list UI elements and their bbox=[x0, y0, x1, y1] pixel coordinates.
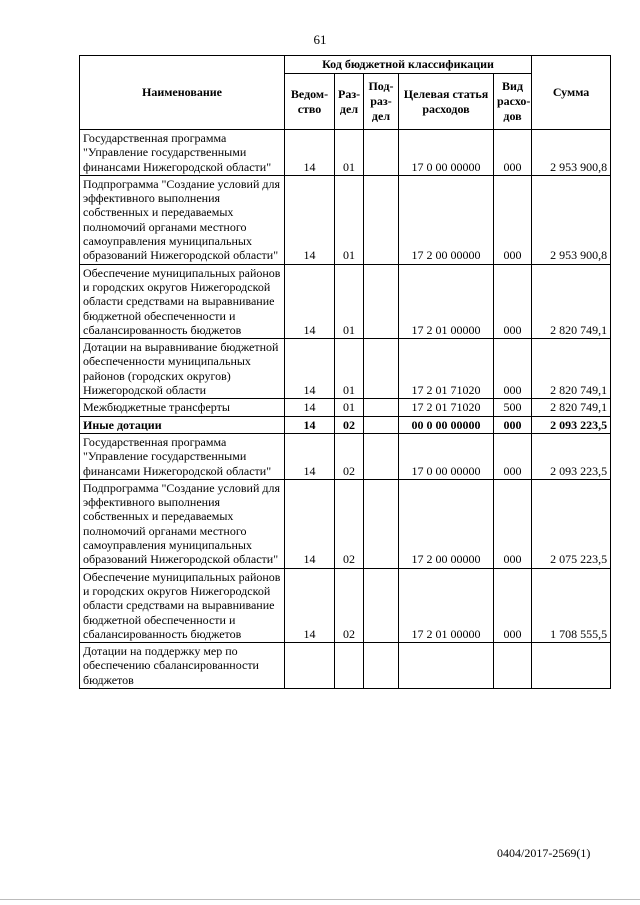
row-sum: 2 093 223,5 bbox=[532, 433, 611, 479]
document-code: 0404/2017-2569(1) bbox=[497, 846, 591, 860]
header-name: Наименование bbox=[80, 56, 285, 130]
row-razdel: 01 bbox=[335, 130, 364, 176]
row-target-article: 00 0 00 00000 bbox=[399, 416, 494, 433]
table-row bbox=[80, 416, 611, 433]
row-expense-type: 000 bbox=[494, 175, 532, 264]
row-razdel: 02 bbox=[335, 568, 364, 642]
row-expense-type bbox=[494, 643, 532, 689]
table-row bbox=[80, 399, 611, 416]
row-target-article: 17 2 01 00000 bbox=[399, 568, 494, 642]
row-expense-type: 000 bbox=[494, 416, 532, 433]
row-vedomstvo bbox=[285, 643, 335, 689]
row-podrazdel bbox=[364, 433, 399, 479]
row-sum: 2 953 900,8 bbox=[532, 175, 611, 264]
row-podrazdel bbox=[364, 568, 399, 642]
table-row bbox=[80, 339, 611, 399]
row-sum: 2 075 223,5 bbox=[532, 479, 611, 568]
row-target-article: 17 2 01 00000 bbox=[399, 264, 494, 338]
header-podrazdel: Под-раз-дел bbox=[364, 74, 399, 130]
row-razdel: 02 bbox=[335, 433, 364, 479]
row-target-article: 17 2 01 71020 bbox=[399, 339, 494, 399]
row-vedomstvo: 14 bbox=[285, 339, 335, 399]
row-name: Государственная программа "Управление государственными финансами Нижегородской области" bbox=[80, 130, 285, 176]
row-vedomstvo: 14 bbox=[285, 433, 335, 479]
row-name: Дотации на поддержку мер по обеспечению сбалансированности бюджетов bbox=[80, 643, 285, 689]
row-vedomstvo: 14 bbox=[285, 568, 335, 642]
row-name: Межбюджетные трансферты bbox=[80, 399, 285, 416]
row-expense-type: 000 bbox=[494, 433, 532, 479]
header-code-group: Код бюджетной классификации bbox=[285, 56, 532, 74]
row-podrazdel bbox=[364, 643, 399, 689]
row-podrazdel bbox=[364, 264, 399, 338]
row-expense-type: 000 bbox=[494, 130, 532, 176]
row-name: Подпрограмма "Создание условий для эффективного выполнения собственных и передаваемых полномочий органами местного самоуправления муниципальных образований Нижегородской области" bbox=[80, 479, 285, 568]
page-number: 61 bbox=[313, 32, 327, 47]
row-razdel: 01 bbox=[335, 175, 364, 264]
row-name: Обеспечение муниципальных районов и городских округов Нижегородской области средствами на выравнивание бюджетной обеспеченности и сбалансированность бюджетов bbox=[80, 568, 285, 642]
table-row bbox=[80, 479, 611, 568]
row-sum: 2 820 749,1 bbox=[532, 339, 611, 399]
header-razdel: Раз-дел bbox=[335, 74, 364, 130]
header-target-article: Целевая статья расходов bbox=[399, 74, 494, 130]
row-sum: 2 093 223,5 bbox=[532, 416, 611, 433]
row-target-article bbox=[399, 643, 494, 689]
row-podrazdel bbox=[364, 130, 399, 176]
row-podrazdel bbox=[364, 416, 399, 433]
row-sum: 1 708 555,5 bbox=[532, 568, 611, 642]
table-row bbox=[80, 568, 611, 642]
row-name: Дотации на выравнивание бюджетной обеспеченности муниципальных районов (городских округов) Нижегородской области bbox=[80, 339, 285, 399]
table-row bbox=[80, 643, 611, 689]
row-target-article: 17 0 00 00000 bbox=[399, 130, 494, 176]
row-sum bbox=[532, 643, 611, 689]
row-sum: 2 820 749,1 bbox=[532, 264, 611, 338]
row-podrazdel bbox=[364, 175, 399, 264]
row-name: Обеспечение муниципальных районов и городских округов Нижегородской области средствами на выравнивание бюджетной обеспеченности и сбалансированность бюджетов bbox=[80, 264, 285, 338]
row-name: Иные дотации bbox=[80, 416, 285, 433]
row-name: Государственная программа "Управление государственными финансами Нижегородской области" bbox=[80, 433, 285, 479]
row-podrazdel bbox=[364, 399, 399, 416]
row-expense-type: 000 bbox=[494, 264, 532, 338]
row-vedomstvo: 14 bbox=[285, 130, 335, 176]
row-expense-type: 000 bbox=[494, 339, 532, 399]
row-podrazdel bbox=[364, 479, 399, 568]
row-razdel: 02 bbox=[335, 479, 364, 568]
row-razdel bbox=[335, 643, 364, 689]
row-vedomstvo: 14 bbox=[285, 479, 335, 568]
header-sum: Сумма bbox=[532, 56, 611, 130]
row-target-article: 17 2 00 00000 bbox=[399, 479, 494, 568]
row-name: Подпрограмма "Создание условий для эффективного выполнения собственных и передаваемых полномочий органами местного самоуправления муниципальных образований Нижегородской области" bbox=[80, 175, 285, 264]
row-vedomstvo: 14 bbox=[285, 416, 335, 433]
row-expense-type: 500 bbox=[494, 399, 532, 416]
header-expense-type: Вид расхо-дов bbox=[494, 74, 532, 130]
row-podrazdel bbox=[364, 339, 399, 399]
row-sum: 2 820 749,1 bbox=[532, 399, 611, 416]
table-row bbox=[80, 130, 611, 176]
row-vedomstvo: 14 bbox=[285, 264, 335, 338]
row-target-article: 17 2 01 71020 bbox=[399, 399, 494, 416]
row-target-article: 17 2 00 00000 bbox=[399, 175, 494, 264]
row-razdel: 02 bbox=[335, 416, 364, 433]
budget-table bbox=[79, 55, 611, 689]
table-row bbox=[80, 264, 611, 338]
row-sum: 2 953 900,8 bbox=[532, 130, 611, 176]
row-expense-type: 000 bbox=[494, 479, 532, 568]
row-razdel: 01 bbox=[335, 339, 364, 399]
scan-edge bbox=[0, 899, 640, 900]
table-row bbox=[80, 433, 611, 479]
row-target-article: 17 0 00 00000 bbox=[399, 433, 494, 479]
table-row bbox=[80, 175, 611, 264]
row-razdel: 01 bbox=[335, 264, 364, 338]
row-vedomstvo: 14 bbox=[285, 399, 335, 416]
row-razdel: 01 bbox=[335, 399, 364, 416]
row-expense-type: 000 bbox=[494, 568, 532, 642]
row-vedomstvo: 14 bbox=[285, 175, 335, 264]
header-vedomstvo: Ведом-ство bbox=[285, 74, 335, 130]
